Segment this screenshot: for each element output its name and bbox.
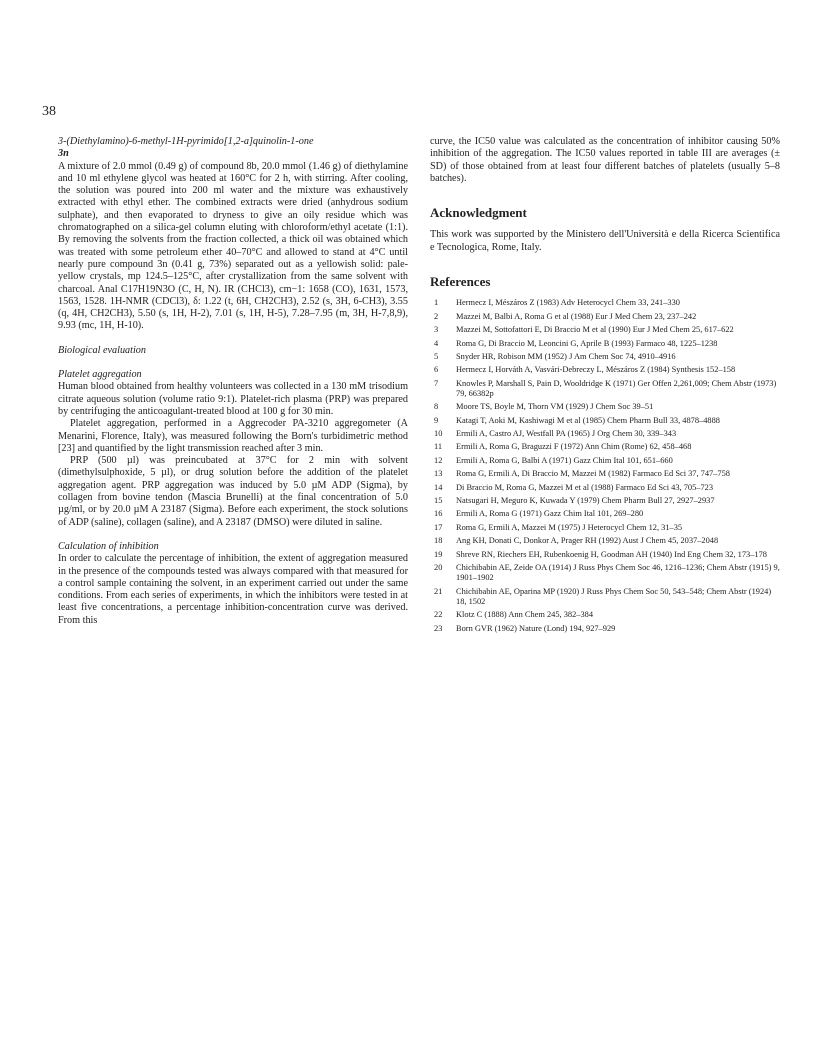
reference-number: 19 [434,549,443,559]
compound-title: 3-(Diethylamino)-6-methyl-1H-pyrimido[1,2-a]quinolin-1-one [58,136,314,147]
reference-number: 23 [434,623,443,633]
acknowledgment-text: This work was supported by the Ministero dell'Università e della Ricerca Scientifica e Tecnologica, Rome, Italy. [430,229,780,253]
reference-item [430,469,780,479]
reference-item [430,563,780,583]
references-heading: References [430,274,491,290]
reference-item [430,509,780,519]
reference-number: 13 [434,469,443,479]
reference-list [430,298,780,633]
right-column [430,136,780,637]
reference-text: Di Braccio M, Roma G, Mazzei M et al (1988) Farmaco Ed Sci 43, 705–723 [456,482,714,492]
reference-number: 8 [434,402,439,412]
reference-text: Roma G, Ermili A, Mazzei M (1975) J Heterocycl Chem 12, 31–35 [456,522,683,532]
platelet-aggregation-heading: Platelet aggregation [58,369,142,381]
platelet-paragraph-3: PRP (500 µl) was preincubated at 37°C for 2 min with solvent (dimethylsulphoxide, 5 µl), or drug solution before the addition of the platelet aggregation agent. PRP aggregation was induced by 5.0 µM ADP (Sigma), by collagen from bovine tendon (Mascia Brunelli) at the final concentration of 5.0 µg/ml, or by 20.0 µM A 23187 (Sigma). Before each experiment, the stock solutions of ADP (saline), collagen (saline), and A 23187 (DMSO) were diluted in saline. [58,455,408,528]
reference-number: 3 [434,325,439,335]
reference-item [430,429,780,439]
reference-text: Natsugari H, Meguro K, Kuwada Y (1979) Chem Pharm Bull 27, 2927–2937 [456,496,715,506]
reference-item [430,442,780,452]
reference-text: Hermecz I, Horváth A, Vasvári-Debreczy L, Mészáros Z (1984) Synthesis 152–158 [456,365,736,375]
reference-text: Ermili A, Roma G, Balbi A (1971) Gazz Chim Ital 101, 651–660 [456,455,673,465]
reference-item [430,624,780,634]
reference-item [430,523,780,533]
platelet-paragraph-1: Human blood obtained from healthy volunteers was collected in a 130 mM trisodium citrate aqueous solution (volume ratio 9:1). Platelet-rich plasma (PRP) was prepared by centrifuging the anticoagulant-treated blood at 100 g for 30 min. [58,381,408,417]
reference-number: 21 [434,586,443,596]
reference-number: 22 [434,610,443,620]
reference-item [430,496,780,506]
reference-item [430,325,780,335]
reference-text: Roma G, Di Braccio M, Leoncini G, Aprile B (1993) Farmaco 48, 1225–1238 [456,338,718,348]
reference-text: Shreve RN, Riechers EH, Rubenkoenig H, Goodman AH (1940) Ind Eng Chem 32, 173–178 [456,549,767,559]
reference-text: Snyder HR, Robison MM (1952) J Am Chem Soc 74, 4910–4916 [456,351,676,361]
reference-text: Chichibabin AE, Zeide OA (1914) J Russ Phys Chem Soc 46, 1216–1236; Chem Abstr (1915) 9, 1901–1902 [456,563,780,583]
acknowledgment-heading: Acknowledgment [430,205,527,221]
reference-text: Ermili A, Roma G (1971) Gazz Chim Ital 101, 269–280 [456,509,644,519]
reference-item [430,550,780,560]
calculation-of-inhibition-heading: Calculation of inhibition [58,540,159,552]
reference-number: 6 [434,365,439,375]
reference-number: 11 [434,442,443,452]
biological-evaluation-heading: Biological evaluation [58,344,146,356]
reference-number: 14 [434,482,443,492]
reference-text: Mazzei M, Sottofattori E, Di Braccio M et al (1990) Eur J Med Chem 25, 617–622 [456,325,734,335]
reference-number: 17 [434,522,443,532]
reference-item [430,536,780,546]
reference-text: Katagi T, Aoki M, Kashiwagi M et al (1985) Chem Pharm Bull 33, 4878–4888 [456,415,720,425]
reference-item [430,416,780,426]
reference-number: 10 [434,429,443,439]
reference-number: 15 [434,496,443,506]
reference-item [430,298,780,308]
reference-text: Knowles P, Marshall S, Pain D, Wooldridge K (1971) Ger Offen 2,261,009; Chem Abstr (1973) 79, 66382p [456,378,777,398]
reference-number: 5 [434,351,439,361]
reference-text: Mazzei M, Balbi A, Roma G et al (1988) Eur J Med Chem 23, 237–242 [456,311,697,321]
reference-number: 4 [434,338,439,348]
reference-number: 20 [434,563,443,572]
reference-text: Roma G, Ermili A, Di Braccio M, Mazzei M (1982) Farmaco Ed Sci 37, 747–758 [456,469,730,479]
reference-number: 9 [434,415,439,425]
reference-item [430,402,780,412]
reference-text: Chichibabin AE, Oparina MP (1920) J Russ Phys Chem Soc 50, 543–548; Chem Abstr (1924) 18, 1502 [456,586,772,606]
reference-number: 7 [434,378,439,388]
platelet-paragraph-2: Platelet aggregation, performed in a Aggrecoder PA-3210 aggregometer (A Menarini, Florence, Italy), was measured following the Born's turbidimetric method [23] and quantified by the light transmission reached after 3 min. [58,418,408,454]
reference-item [430,365,780,375]
reference-text: Ermili A, Castro AJ, Westfall PA (1965) J Org Chem 30, 339–343 [456,429,677,439]
reference-item [430,352,780,362]
reference-number: 12 [434,455,443,465]
inhibition-paragraph: In order to calculate the percentage of inhibition, the extent of aggregation measured in the presence of the compounds tested was always compared with that measured for a control sample containing the solvent, in an experiment carried out under the same conditions. From each series of experiments, in which the inhibitors were tested in at least five concentrations, a percentage inhibition-concentration curve was derived. From this [58,553,408,626]
reference-item [430,312,780,322]
reference-number: 2 [434,311,439,321]
reference-text: Moore TS, Boyle M, Thorn VM (1929) J Chem Soc 39–51 [456,402,654,412]
reference-item [430,339,780,349]
page-number: 38 [42,104,56,119]
left-column [58,136,408,627]
reference-text: Klotz C (1888) Ann Chem 245, 382–384 [456,610,594,620]
ic50-continuation-paragraph: curve, the IC50 value was calculated as the concentration of inhibitor causing 50% inhibition of the aggregation. The IC50 values reported in table III are averages (± SD) of those obtained from at least four different batches of platelets (usually 5–8 batches). [430,136,780,184]
reference-text: Ang KH, Donati C, Donkor A, Prager RH (1992) Aust J Chem 45, 2037–2048 [456,536,719,546]
synthesis-paragraph: A mixture of 2.0 mmol (0.49 g) of compound 8b, 20.0 mmol (1.46 g) of diethylamine and 10 ml ethylene glycol was heated at 160°C for 2 h, with stirring. After cooling, the solution was poured into 200 ml water and the mixture was exhaustively extracted with ethyl ether. The combined extracts were dried (anhydrous sodium sulphate), and then evaporated to dryness to give an oily residue which was chromatographed on a silica-gel column eluting with chloroform/ethyl acetate (1:1). By removing the solvents from the fraction collected, a thick oil was obtained which was treated with some petroleum ether 40–70°C and allowed to stand at 4°C until nearly pure compound 3n (0.41 g, 73%) separated out as a yellowish solid: pale-yellow crystals, mp 124.5–125°C, after crystallization from the same solvent with charcoal. Anal C17H19N3O (C, H, N). IR (CHCl3), cm−1: 1658 (CO), 1631, 1573, 1563, 1528. 1H-NMR (CDCl3), δ: 1.22 (t, 6H, CH2CH3), 2.52 (s, 3H, 6-CH3), 3.55 (q, 4H, CH2CH3), 5.50 (s, 1H, H-2), 7.01 (s, 1H, H-5), 7.28–7.95 (m, 3H, H-7,8,9), 9.93 (mc, 1H, H-10). [58,160,408,332]
reference-number: 18 [434,536,443,546]
reference-item [430,379,780,399]
reference-item [430,587,780,607]
reference-text: Ermili A, Roma G, Braguzzi F (1972) Ann Chim (Rome) 62, 458–468 [456,442,692,452]
reference-item [430,610,780,620]
reference-number: 16 [434,509,443,519]
reference-item [430,456,780,466]
reference-text: Hermecz I, Mészáros Z (1983) Adv Heterocycl Chem 33, 241–330 [456,298,680,308]
compound-label: 3n [58,148,69,160]
reference-number: 1 [434,298,439,308]
reference-item [430,483,780,493]
reference-text: Born GVR (1962) Nature (Lond) 194, 927–929 [456,623,616,633]
